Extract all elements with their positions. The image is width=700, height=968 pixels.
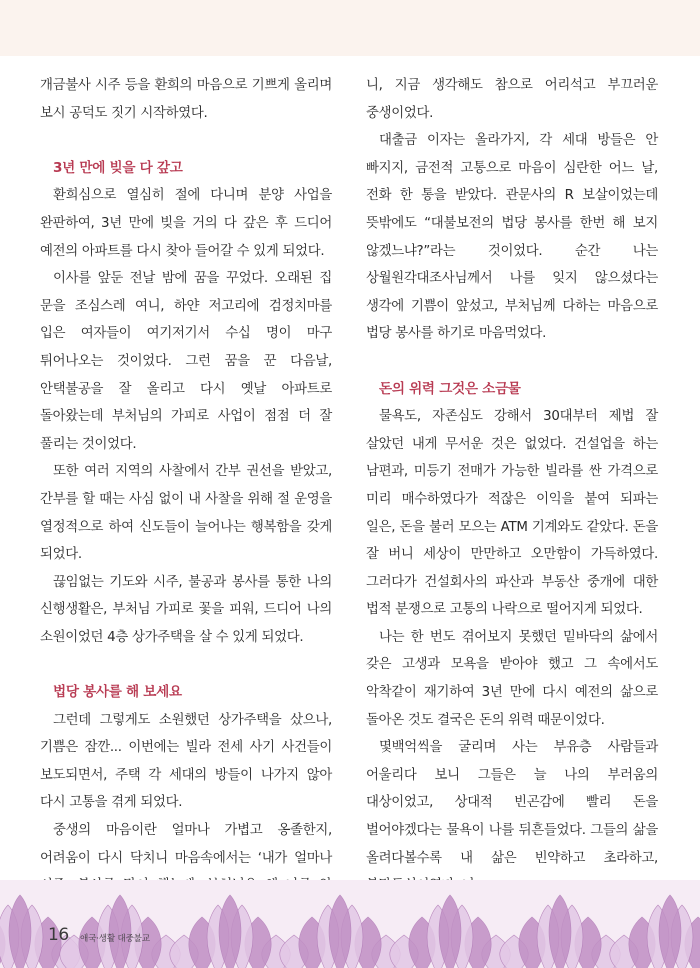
footer-lotus-banner — [0, 880, 700, 968]
publication-name: 애국·생활 대중불교 — [80, 934, 150, 944]
body-paragraph: 대출금 이자는 올라가지, 각 세대 방들은 안 빠지지, 금전적 고통으로 마음이 심란한 어느 날, 전화 한 통을 받았다. 관문사의 R 보살이었는데 뜻밖에도 “대불보전의 법당 봉사를 한번 해 보지 않겠느냐?”라는 것이었다. 순간 나는 상월원각대조사님께서 나를 잊지 않으셨다는 생각에 기쁨이 앞섰고, 부처님께 다하는 마음으로 법당 봉사를 하기로 마음먹었다. — [366, 133, 658, 342]
body-paragraph: 중생의 마음이란 얼마나 가볍고 옹졸한지, 어려움이 다시 닥치니 마음속에서는 ‘내가 얼마나 — [40, 823, 332, 866]
section-heading: 돈의 위력 그것은 소금물 — [379, 380, 521, 397]
section-spacer — [40, 127, 332, 155]
section-spacer — [40, 651, 332, 679]
page-number: 16 — [48, 925, 69, 945]
top-header-band — [0, 0, 700, 56]
section-spacer — [366, 348, 658, 376]
lotus-flowers-decoration — [0, 880, 700, 968]
body-paragraph: 개금불사 시주 등을 환희의 마음으로 기쁘게 올리며 보시 공덕도 짓기 시작하였다. — [40, 78, 332, 121]
left-column — [40, 72, 332, 927]
body-paragraph: 나는 한 번도 겪어보지 못했던 밑바닥의 삶에서 갖은 고생과 모욕을 받아야 했고 그 속에서도 악착같이 재기하여 3년 만에 다시 예전의 삶으로 돌아온 것도 결국은 돈의 위력 때문이었다. — [366, 629, 658, 728]
section-heading: 3년 만에 빚을 다 갚고 — [53, 159, 183, 176]
body-paragraph: 물욕도, 자존심도 강해서 30대부터 제법 잘 살았던 내게 무서운 것은 없었다. 건설업을 하는 남편과, 미등기 전매가 가능한 빌라를 싼 가격으로 미리 매수하였다가 적잖은 이익을 붙여 되파는 일은, 돈을 불러 모으는 ATM 기계와도 같았다. 돈을 잘 버니 세상이 만만하고 오만함이 가득하였다. 그러다가 건설회사의 파산과 부동산 중개에 대한 법적 분쟁으로 고통의 나락으로 떨어지게 되었다. — [366, 409, 658, 618]
right-column — [366, 72, 658, 900]
section-heading: 법당 봉사를 해 보세요 — [53, 684, 182, 701]
body-paragraph: 그런데 그렇게도 소원했던 상가주택을 샀으나, 기쁨은 잠깐... 이번에는 빌라 전세 사기 사건들이 보도되면서, 주택 각 세대의 방들이 나가지 않아 다시 고통을 겪게 되었다. — [40, 712, 332, 811]
body-paragraph: 환희심으로 열심히 절에 다니며 분양 사업을 완판하여, 3년 만에 빚을 거의 다 갚은 후 드디어 예전의 아파트를 다시 찾아 들어갈 수 있게 되었다. — [40, 188, 332, 259]
body-paragraph: 몇백억씩을 굴리며 사는 부유층 사람들과 어울리다 보니 그들은 늘 나의 부러움의 대상이었고, 상대적 빈곤감에 빨리 돈을 벌어야겠다는 물욕이 나를 뒤흔들었다. 그들의 삶을 올려다볼수록 내 삶은 빈약하고 초라하고, — [366, 740, 658, 866]
body-paragraph: 니, 지금 생각해도 참으로 어리석고 부끄러운 중생이었다. — [366, 78, 658, 121]
body-paragraph: 또한 여러 지역의 사찰에서 간부 권선을 받았고, 간부를 할 때는 사심 없이 내 사찰을 위해 절 운영을 열정적으로 하여 신도들이 늘어나는 행복함을 갖게 되었다. — [40, 464, 332, 563]
body-paragraph: 끊임없는 기도와 시주, 불공과 봉사를 통한 나의 신행생활은, 부처님 가피로 꽃을 피워, 드디어 나의 소원이었던 4층 상가주택을 살 수 있게 되었다. — [40, 574, 332, 645]
body-paragraph: 이사를 앞둔 전날 밤에 꿈을 꾸었다. 오래된 집 문을 조심스레 여니, 하얀 저고리에 검정치마를 입은 여자들이 여기저기서 수십 명이 마구 튀어나오는 것이었다. 그런 꿈을 꾼 다음날, 안택불공을 잘 올리고 다시 옛날 아파트로 돌아왔는데 부처님의 가피로 사업이 점점 더 잘 풀리는 것이었다. — [40, 271, 332, 452]
